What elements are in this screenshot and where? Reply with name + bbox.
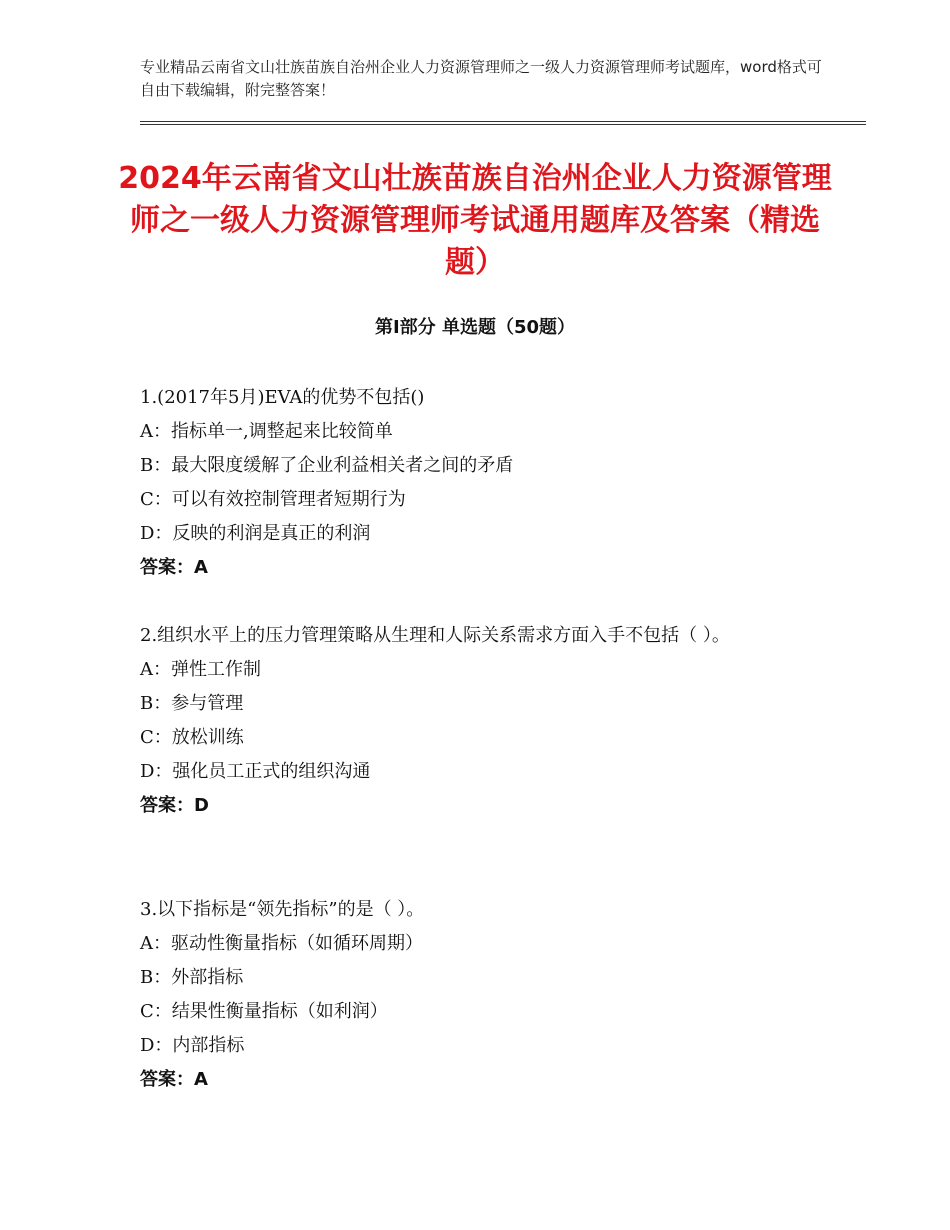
question-stem: 3.以下指标是“领先指标”的是（ ）。: [140, 899, 425, 920]
question-3: [140, 893, 820, 1097]
document-title: 2024年云南省文山壮族苗族自治州企业人力资源管理师之一级人力资源管理师考试通用题库及答案（精选题）: [118, 161, 832, 280]
answer: 答案：A: [140, 1069, 208, 1090]
option-a: A：驱动性衡量指标（如循环周期）: [140, 933, 423, 954]
header-divider-top: [140, 121, 866, 122]
answer: 答案：A: [140, 557, 208, 578]
option-b: B：参与管理: [140, 693, 244, 714]
option-d: D：强化员工正式的组织沟通: [140, 761, 371, 782]
question-stem: 2.组织水平上的压力管理策略从生理和人际关系需求方面入手不包括（ ）。: [140, 625, 730, 646]
question-2: [140, 619, 820, 823]
header-divider-bottom: [140, 124, 866, 125]
answer: 答案：D: [140, 795, 209, 816]
question-1: [140, 381, 820, 585]
option-c: C：可以有效控制管理者短期行为: [140, 489, 406, 510]
option-b: B：最大限度缓解了企业利益相关者之间的矛盾: [140, 455, 514, 476]
option-a: A：指标单一,调整起来比较简单: [140, 421, 393, 442]
option-a: A：弹性工作制: [140, 659, 261, 680]
section-title: 第Ⅰ部分 单选题（50题）: [374, 317, 575, 338]
question-stem: 1.(2017年5月)EVA的优势不包括(): [140, 387, 425, 408]
option-c: C：结果性衡量指标（如利润）: [140, 1001, 388, 1022]
option-d: D：内部指标: [140, 1035, 245, 1056]
header-note: 专业精品云南省文山壮族苗族自治州企业人力资源管理师之一级人力资源管理师考试题库，word格式可自由下载编辑，附完整答案！: [140, 58, 822, 99]
option-b: B：外部指标: [140, 967, 244, 988]
option-d: D：反映的利润是真正的利润: [140, 523, 371, 544]
option-c: C：放松训练: [140, 727, 244, 748]
